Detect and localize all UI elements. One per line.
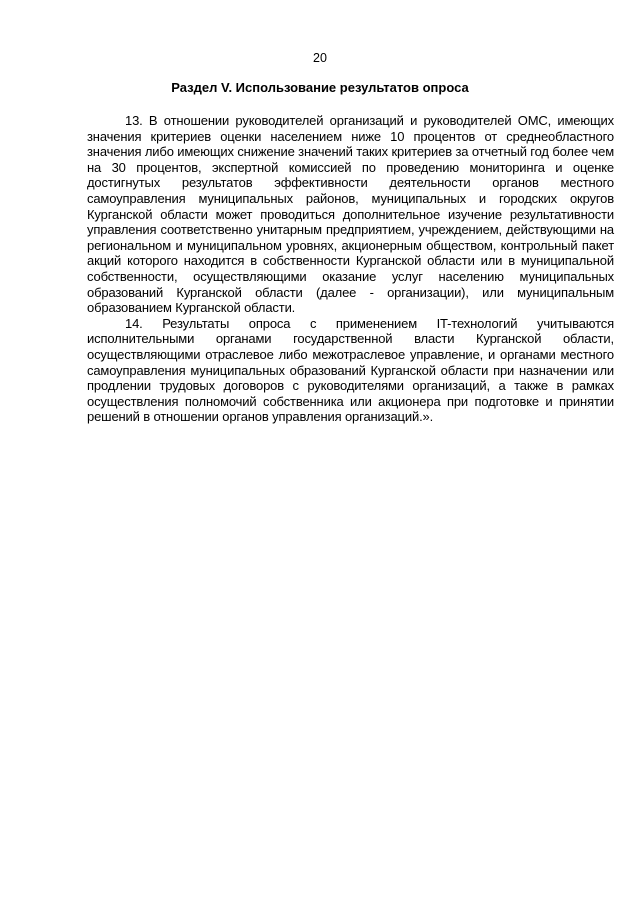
- paragraph-13: 13. В отношении руководителей организаций и руководителей ОМС, имеющих значения критериев оценки населением ниже 10 процентов от среднеобластного значения либо имеющих снижение значений таких критериев за отчетный год более чем на 30 процентов, экспертной комиссией по проведению мониторинга и оценке достигнутых результатов эффективности деятельности органов местного самоуправления муниципальных районов, муниципальных и городских округов Курганской области может проводиться дополнительное изучение результативности управления соответственно унитарным предприятием, учреждением, действующими на региональном и муниципальном уровнях, акционерным обществом, контрольный пакет акций которого находится в собственности Курганской области или в муниципальной собственности, осуществляющими оказание услуг населению муниципальных образований Курганской области (далее - организации), или муниципальным образованием Курганской области.: [87, 113, 614, 316]
- page-number: 20: [313, 51, 327, 65]
- section-title: Раздел V. Использование результатов опроса: [171, 80, 469, 95]
- paragraph-14: 14. Результаты опроса с применением IT-технологий учитываются исполнительными органами государственной власти Курганской области, осуществляющими отраслевое либо межотраслевое управление, и органами местного самоуправления муниципальных образований Курганской области при назначении или продлении трудовых договоров с руководителями организаций, а также в рамках осуществления полномочий собственника или акционера при подготовке и принятии решений в отношении органов управления организаций.».: [87, 315, 614, 425]
- body-text: [87, 113, 614, 425]
